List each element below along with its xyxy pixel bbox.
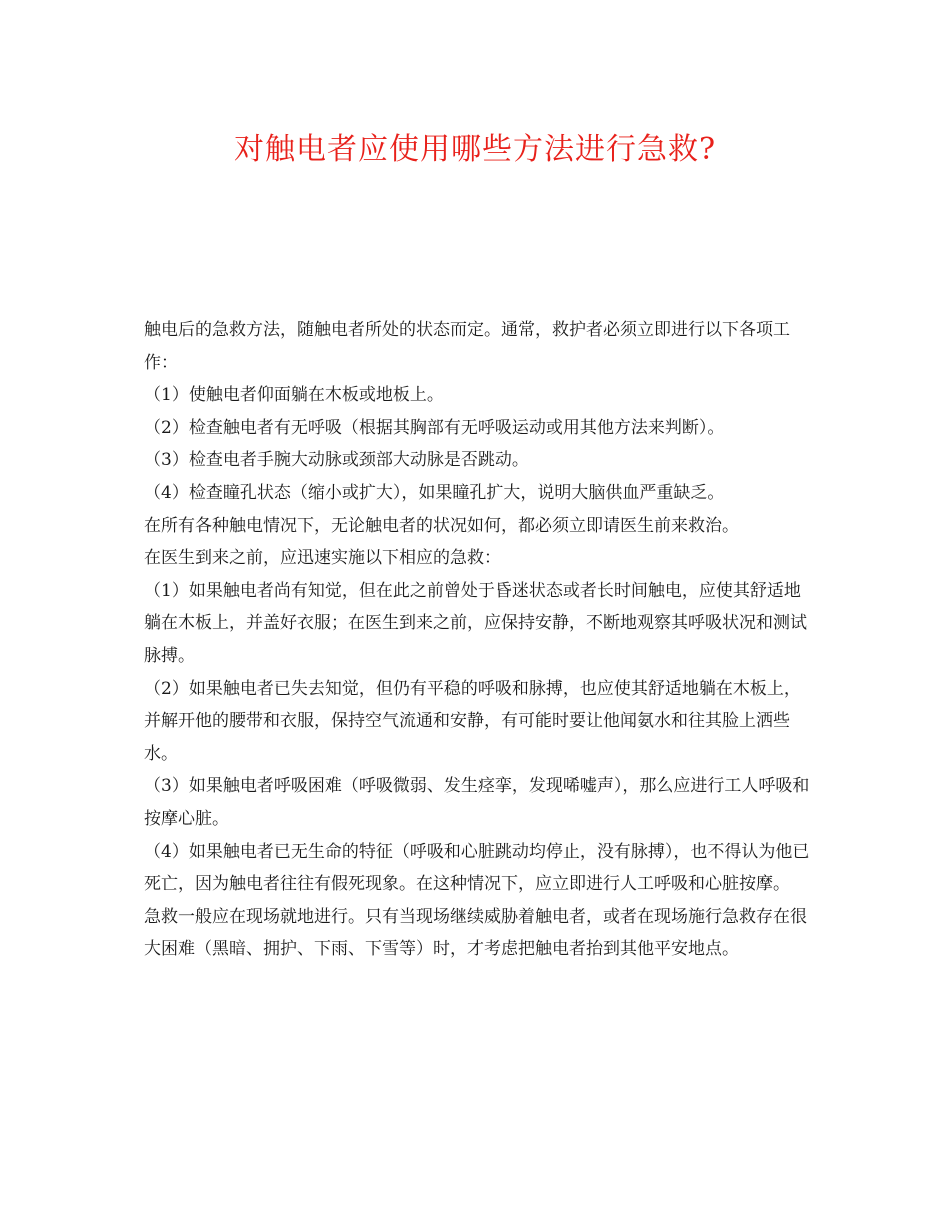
paragraph-case-4: （4）如果触电者已无生命的特征（呼吸和心脏跳动均停止，没有脉搏），也不得认为他已死亡，因为触电者往往有假死现象。在这种情况下，应立即进行人工呼吸和心脏按摩。 — [144, 841, 810, 895]
paragraph-case-2: （2）如果触电者已失去知觉，但仍有平稳的呼吸和脉搏，也应使其舒适地躺在木板上，并解开他的腰带和衣服，保持空气流通和安静，有可能时要让他闻氨水和往其脸上洒些水。 — [144, 678, 801, 764]
paragraph-step-4: （4）检查瞳孔状态（缩小或扩大），如果瞳孔扩大，说明大脑供血严重缺乏。 — [144, 482, 725, 503]
paragraph-case-3: （3）如果触电者呼吸困难（呼吸微弱、发生痉挛，发现唏嘘声），那么应进行工人呼吸和按摩心脏。 — [144, 776, 810, 829]
paragraph-call-doctor: 在所有各种触电情况下，无论触电者的状况如何，都必须立即请医生前来救治。 — [144, 515, 739, 536]
paragraph-intro: 触电后的急救方法，随触电者所处的状态而定。通常，救护者必须立即进行以下各项工作： — [144, 320, 790, 373]
paragraph-step-3: （3）检查电者手腕大动脉或颈部大动脉是否跳动。 — [144, 450, 529, 471]
document-body — [144, 314, 814, 966]
document-title: 对触电者应使用哪些方法进行急救? — [233, 132, 717, 167]
paragraph-step-1: （1）使触电者仰面躺在木板或地板上。 — [144, 385, 444, 406]
paragraph-case-1: （1）如果触电者尚有知觉，但在此之前曾处于昏迷状态或者长时间触电，应使其舒适地躺在木板上，并盖好衣服；在医生到来之前，应保持安静，不断地观察其呼吸状况和测试脉搏。 — [144, 580, 807, 666]
paragraph-before-doctor: 在医生到来之前，应迅速实施以下相应的急救： — [144, 548, 501, 569]
paragraph-on-site: 急救一般应在现场就地进行。只有当现场继续威胁着触电者，或者在现场施行急救存在很大困难（黑暗、拥护、下雨、下雪等）时，才考虑把触电者抬到其他平安地点。 — [144, 906, 807, 960]
paragraph-step-2: （2）检查触电者有无呼吸（根据其胸部有无呼吸运动或用其他方法来判断）。 — [144, 417, 725, 438]
